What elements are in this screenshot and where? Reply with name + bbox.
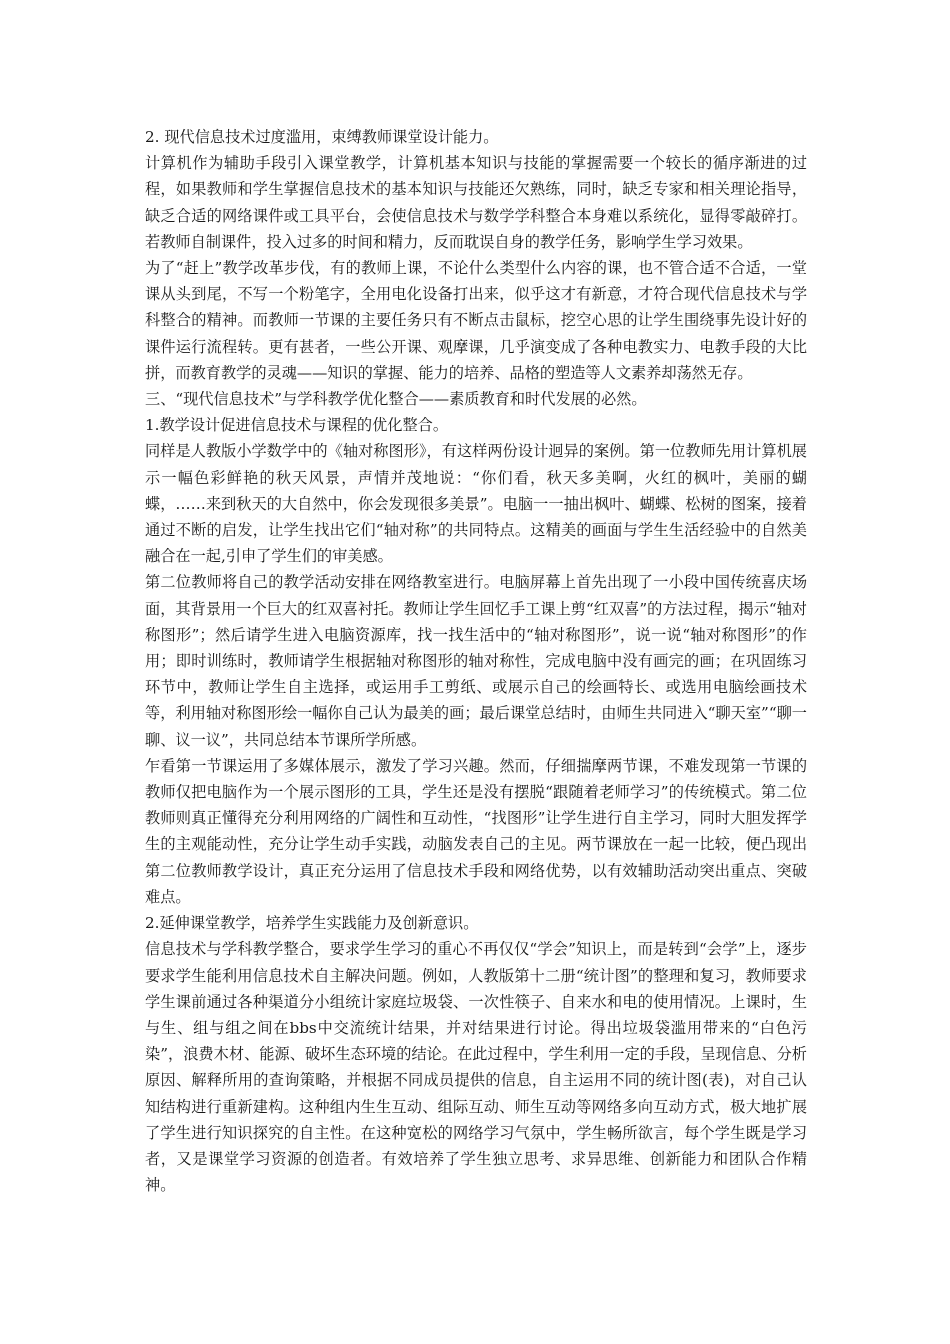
document-page	[145, 124, 807, 1198]
section-heading: 三、“现代信息技术”与学科教学优化整合——素质教育和时代发展的必然。	[145, 390, 647, 409]
body-paragraph: 乍看第一节课运用了多媒体展示，激发了学习兴趣。然而，仔细揣摩两节课，不难发现第一节课的教师仅把电脑作为一个展示图形的工具，学生还是没有摆脱“跟随着老师学习”的传统模式。第二位教师则真正懂得充分利用网络的广阔性和互动性，“找图形”让学生进行自主学习，同时大胆发挥学生的主观能动性，充分让学生动手实践，动脑发表自己的主见。两节课放在一起一比较，便凸现出第二位教师教学设计，真正充分运用了信息技术手段和网络优势，以有效辅助活动突出重点、突破难点。	[145, 756, 807, 906]
body-paragraph: 信息技术与学科教学整合，要求学生学习的重心不再仅仅“学会”知识上，而是转到“会学”上，逐步要求学生能利用信息技术自主解决问题。例如，人教版第十二册“统计图”的整理和复习，教师要求学生课前通过各种渠道分小组统计家庭垃圾袋、一次性筷子、自来水和电的使用情况。上课时，生与生、组与组之间在bbs中交流统计结果，并对结果进行讨论。得出垃圾袋滥用带来的“白色污染”，浪费木材、能源、破坏生态环境的结论。在此过程中，学生利用一定的手段，呈现信息、分析原因、解释所用的查询策略，并根据不同成员提供的信息，自主运用不同的统计图(表)，对自己认知结构进行重新建构。这种组内生生互动、组际互动、师生互动等网络多向互动方式，极大地扩展了学生进行知识探究的自主性。在这种宽松的网络学习气氛中，学生畅所欲言，每个学生既是学习者，又是课堂学习资源的创造者。有效培养了学生独立思考、求异思维、创新能力和团队合作精神。	[145, 940, 807, 1195]
subsection-heading: 2.延伸课堂教学，培养学生实践能力及创新意识。	[145, 914, 479, 933]
body-paragraph: 同样是人教版小学数学中的《轴对称图形》，有这样两份设计迥异的案例。第一位教师先用计算机展示一幅色彩鲜艳的秋天风景，声情并茂地说：“你们看，秋天多美啊，火红的枫叶，美丽的蝴蝶，……来到秋天的大自然中，你会发现很多美景”。电脑一一抽出枫叶、蝴蝶、松树的图案，接着通过不断的启发，让学生找出它们“轴对称”的共同特点。这精美的画面与学生生活经验中的自然美融合在一起,引申了学生们的审美感。	[145, 442, 807, 566]
body-paragraph: 第二位教师将自己的教学活动安排在网络教室进行。电脑屏幕上首先出现了一小段中国传统喜庆场面，其背景用一个巨大的红双喜衬托。教师让学生回忆手工课上剪“红双喜”的方法过程，揭示“轴对称图形”；然后请学生进入电脑资源库，找一找生活中的“轴对称图形”，说一说“轴对称图形”的作用；即时训练时，教师请学生根据轴对称图形的轴对称性，完成电脑中没有画完的画；在巩固练习环节中，教师让学生自主选择，或运用手工剪纸、或展示自己的绘画特长、或选用电脑绘画技术等，利用轴对称图形绘一幅你自己认为最美的画；最后课堂总结时，由师生共同进入“聊天室”“聊一聊、议一议”，共同总结本节课所学所感。	[145, 573, 807, 749]
body-paragraph: 计算机作为辅助手段引入课堂教学，计算机基本知识与技能的掌握需要一个较长的循序渐进的过程，如果教师和学生掌握信息技术的基本知识与技能还欠熟练，同时，缺乏专家和相关理论指导，缺乏合适的网络课件或工具平台，会使信息技术与数学学科整合本身难以系统化，显得零敲碎打。若教师自制课件，投入过多的时间和精力，反而耽误自身的教学任务，影响学生学习效果。	[145, 154, 807, 251]
body-paragraph: 为了“赶上”教学改革步伐，有的教师上课，不论什么类型什么内容的课，也不管合适不合适，一堂课从头到尾，不写一个粉笔字，全用电化设备打出来，似乎这才有新意，才符合现代信息技术与学科整合的精神。而教师一节课的主要任务只有不断点击鼠标，挖空心思的让学生围绕事先设计好的课件运行流程转。更有甚者，一些公开课、观摩课，几乎演变成了各种电教实力、电教手段的大比拼，而教育教学的灵魂——知识的掌握、能力的培养、品格的塑造等人文素养却荡然无存。	[145, 259, 807, 382]
subsection-heading: 1.教学设计促进信息技术与课程的优化整合。	[145, 416, 449, 435]
section-heading: 2. 现代信息技术过度滥用，束缚教师课堂设计能力。	[145, 128, 499, 146]
